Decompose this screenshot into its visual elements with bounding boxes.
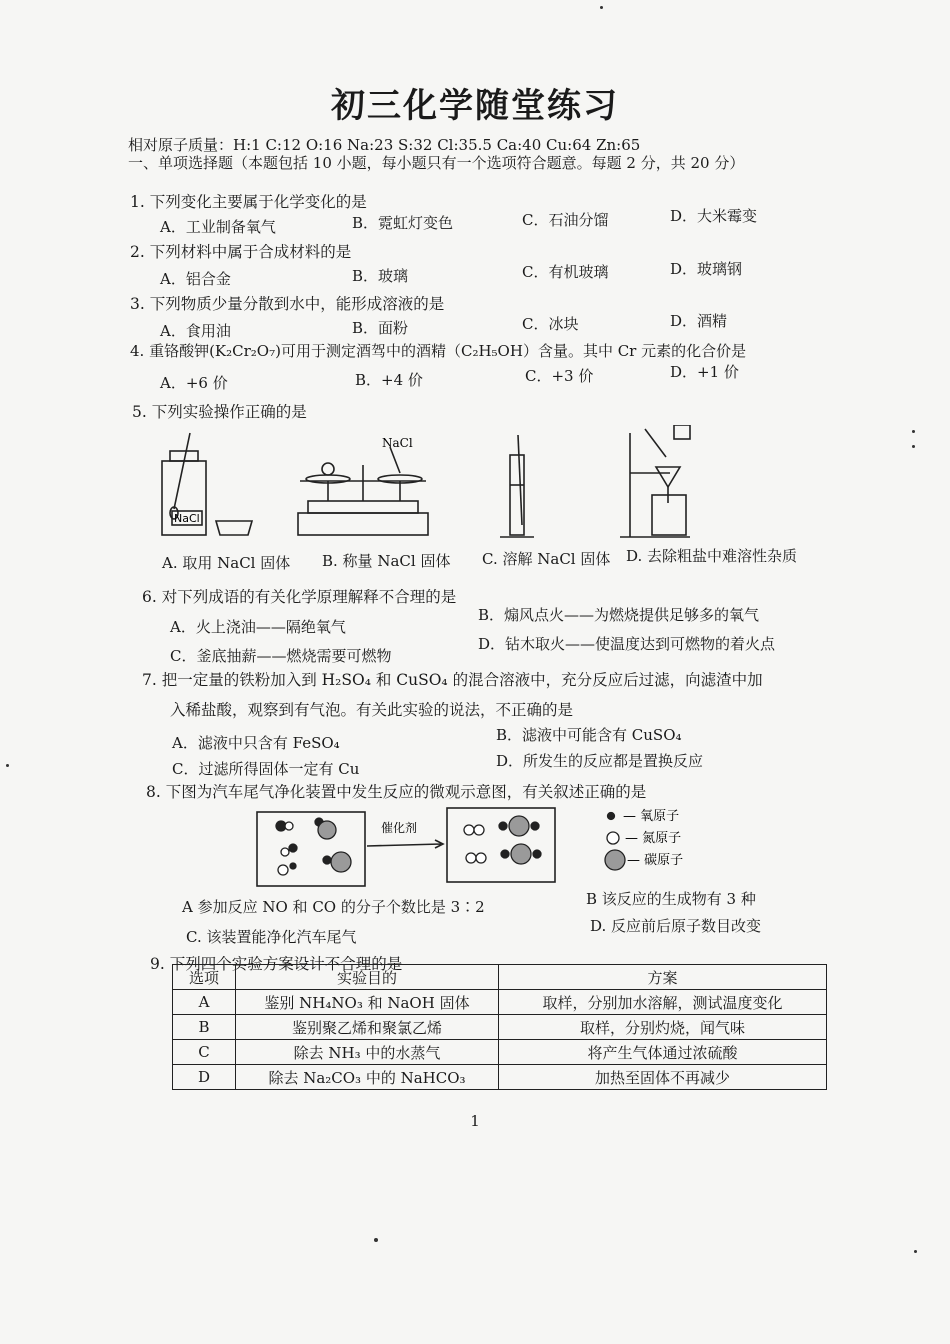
row-option: B	[173, 1015, 236, 1040]
row-plan: 取样，分别加水溶解，测试温度变化	[499, 990, 827, 1015]
question-1-stem: 1. 下列变化主要属于化学变化的是	[130, 193, 367, 211]
question-6-option-d: D．钻木取火——使温度达到可燃物的着火点	[478, 635, 776, 653]
row-plan: 将产生气体通过浓硫酸	[499, 1040, 827, 1065]
reactants-box	[257, 812, 365, 886]
header-plan: 方案	[499, 965, 827, 990]
question-2-option-c: C．有机玻璃	[522, 263, 609, 281]
question-8-option-c: C. 该装置能净化汽车尾气	[186, 928, 357, 946]
products-box	[447, 808, 555, 882]
question-3-option-a: A．食用油	[160, 322, 231, 340]
page-number: 1	[470, 1112, 480, 1130]
question-8-stem: 8. 下图为汽车尾气净化装置中发生反应的微观示意图，有关叙述正确的是	[146, 783, 647, 801]
table-row	[173, 990, 827, 1015]
question-1-option-d: D．大米霉变	[670, 207, 758, 225]
page-title: 初三化学随堂练习	[331, 86, 619, 126]
question-3-stem: 3. 下列物质少量分散到水中，能形成溶液的是	[130, 295, 445, 313]
question-7-option-c: C．过滤所得固体一定有 Cu	[172, 760, 360, 778]
question-2-option-a: A．铝合金	[160, 270, 231, 288]
reaction-arrow	[367, 840, 443, 848]
question-8-option-b: B 该反应的生成物有 3 种	[586, 890, 756, 908]
legend-carbon: — 碳原子	[627, 853, 684, 868]
question-5-option-a: A. 取用 NaCl 固体	[162, 554, 291, 572]
question-1-option-b: B．霓虹灯变色	[352, 214, 454, 232]
row-purpose: 鉴别聚乙烯和聚氯乙烯	[236, 1015, 499, 1040]
question-5-option-b: B. 称量 NaCl 固体	[322, 552, 451, 570]
question-8-option-d: D. 反应前后原子数目改变	[590, 917, 762, 935]
cylinder-figure	[500, 435, 534, 537]
scan-speck	[912, 430, 915, 433]
question-2-stem: 2. 下列材料中属于合成材料的是	[130, 243, 352, 261]
question-4-option-b: B．+4 价	[355, 371, 423, 389]
question-4-option-c: C．+3 价	[525, 367, 594, 385]
arrow-label: 催化剂	[381, 821, 418, 835]
row-purpose: 鉴别 NH₄NO₃ 和 NaOH 固体	[236, 990, 499, 1015]
table-row	[173, 1040, 827, 1065]
table-row	[173, 1015, 827, 1040]
question-2-option-d: D．玻璃钢	[670, 260, 743, 278]
row-option: D	[173, 1065, 236, 1090]
question-4-option-d: D．+1 价	[670, 363, 739, 381]
atomic-masses: 相对原子质量：H:1 C:12 O:16 Na:23 S:32 Cl:35.5 Ca:40 Cu:64 Zn:65	[128, 136, 641, 154]
row-purpose: 除去 NH₃ 中的水蒸气	[236, 1040, 499, 1065]
question-6-option-c: C．釜底抽薪——燃烧需要可燃物	[170, 647, 392, 665]
question-5-stem: 5. 下列实验操作正确的是	[132, 403, 307, 421]
row-option: C	[173, 1040, 236, 1065]
question-3-option-d: D．酒精	[670, 312, 728, 330]
legend-nitrogen: — 氮原子	[625, 831, 682, 846]
question-3-option-b: B．面粉	[352, 319, 409, 337]
scan-speck	[914, 1250, 917, 1253]
question-6-option-b: B．煽风点火——为燃烧提供足够多的氧气	[478, 606, 760, 624]
scan-speck	[600, 6, 603, 9]
filtration-figure	[620, 425, 690, 537]
question-7-option-a: A．滤液中只含有 FeSO₄	[172, 734, 340, 752]
row-plan: 取样，分别灼烧，闻气味	[499, 1015, 827, 1040]
question-6-stem: 6. 对下列成语的有关化学原理解释不合理的是	[142, 588, 457, 606]
balance-label: NaCl	[382, 436, 413, 450]
bottle-label: NaCl	[174, 512, 200, 525]
question-2-option-b: B．玻璃	[352, 267, 409, 285]
row-plan: 加热至固体不再减少	[499, 1065, 827, 1090]
row-purpose: 除去 Na₂CO₃ 中的 NaHCO₃	[236, 1065, 499, 1090]
question-6-option-a: A．火上浇油——隔绝氧气	[170, 618, 346, 636]
question-3-option-c: C．冰块	[522, 315, 579, 333]
scan-speck	[6, 764, 9, 767]
question-7-option-b: B．滤液中可能含有 CuSO₄	[496, 726, 682, 744]
plan-table	[172, 964, 827, 1090]
row-option: A	[173, 990, 236, 1015]
question-8-option-a: A 参加反应 NO 和 CO 的分子个数比是 3∶2	[182, 898, 485, 916]
question-1-option-a: A．工业制备氧气	[160, 218, 276, 236]
question-1-option-c: C．石油分馏	[522, 211, 609, 229]
header-purpose: 实验目的	[236, 965, 499, 990]
scan-speck	[374, 1238, 378, 1242]
section-heading: 一、单项选择题（本题包括 10 小题，每小题只有一个选项符合题意。每题 2 分，共 20 分）	[128, 154, 745, 172]
question-4-option-a: A．+6 价	[160, 374, 228, 392]
question-5-figures	[150, 425, 710, 545]
balance-figure	[298, 447, 428, 535]
scan-speck	[912, 445, 915, 448]
header-option: 选项	[173, 965, 236, 990]
question-7-stem-continued: 入稀盐酸，观察到有气泡。有关此实验的说法，不正确的是	[170, 701, 574, 719]
question-7-option-d: D．所发生的反应都是置换反应	[496, 752, 704, 770]
question-5-option-c: C. 溶解 NaCl 固体	[482, 550, 611, 568]
table-row	[173, 1065, 827, 1090]
question-5-option-d: D. 去除粗盐中难溶性杂质	[626, 547, 798, 565]
question-7-stem: 7. 把一定量的铁粉加入到 H₂SO₄ 和 CuSO₄ 的混合溶液中，充分反应后过滤，向滤渣中加	[142, 671, 763, 689]
table-header-row	[173, 965, 827, 990]
question-9-stem: 9. 下列四个实验方案设计不合理的是	[150, 955, 403, 973]
reaction-diagram	[255, 804, 715, 890]
question-4-stem: 4. 重铬酸钾(K₂Cr₂O₇)可用于测定酒驾中的酒精（C₂H₅OH）含量。其中 Cr 元素的化合价是	[130, 342, 747, 360]
legend-oxygen: — 氧原子	[623, 809, 680, 824]
